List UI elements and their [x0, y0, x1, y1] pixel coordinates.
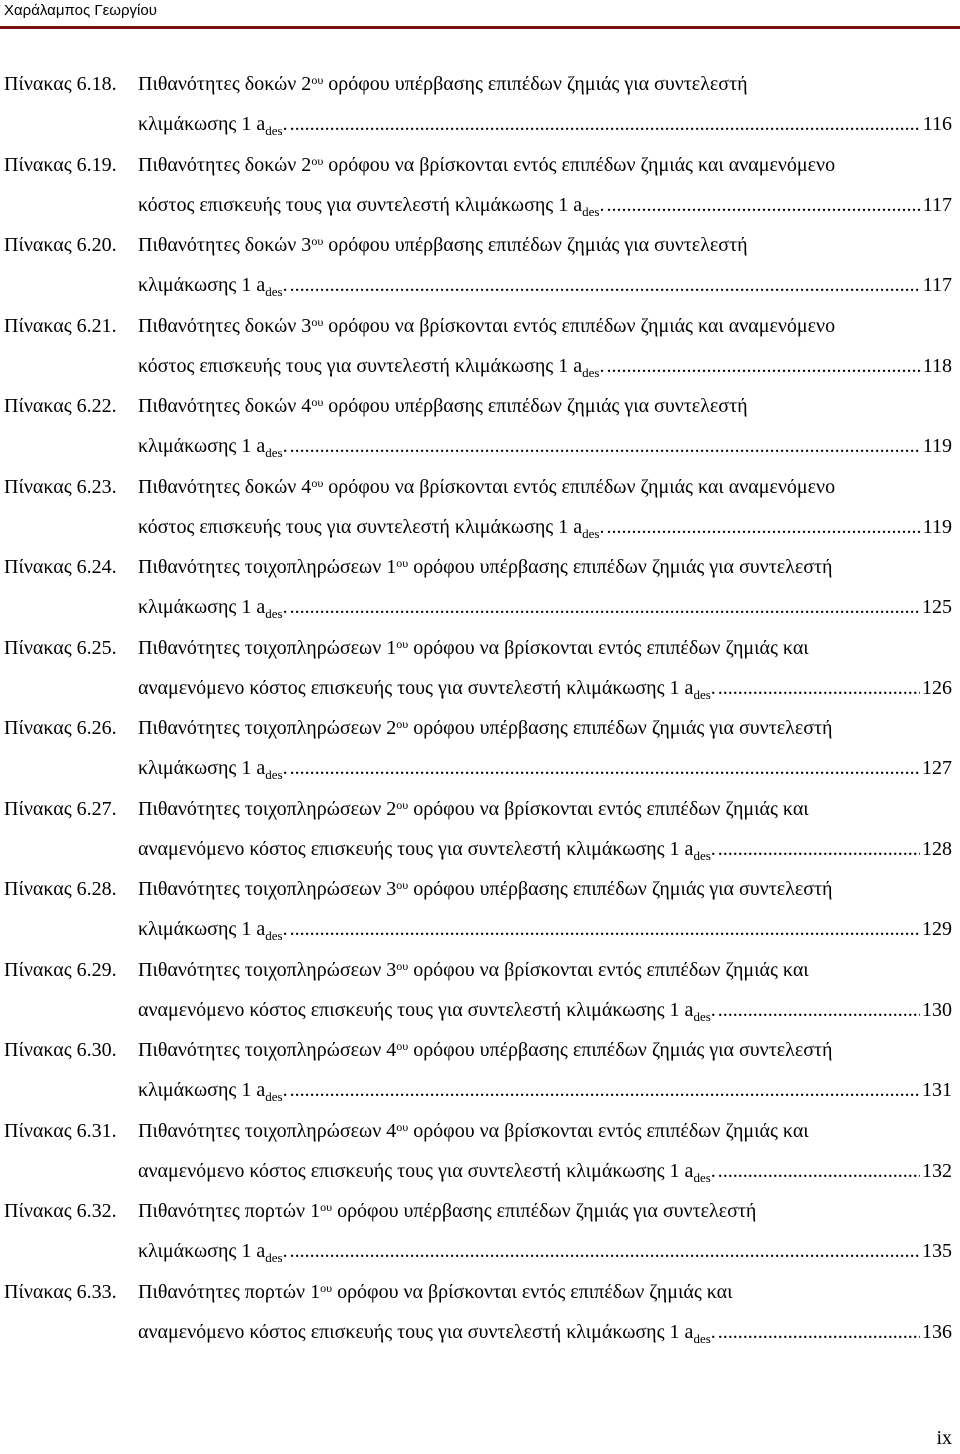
toc-entry-dot-leader	[606, 507, 920, 547]
toc-entry-page[interactable]: 119	[922, 435, 952, 457]
toc-entry-continuation	[138, 426, 288, 468]
toc-entry-first-line	[4, 386, 748, 426]
toc-entry-continuation	[138, 1231, 288, 1273]
toc-entry-11[interactable]	[0, 869, 960, 950]
toc-entry-dot-leader	[290, 1070, 920, 1110]
toc-entry-dot-leader	[290, 426, 921, 466]
toc-entry-subscript: des	[693, 686, 711, 702]
toc-entry-continuation-tail: .	[282, 113, 288, 135]
toc-entry-superscript: ου	[311, 73, 324, 87]
toc-entry-first-line	[4, 628, 809, 668]
toc-entry-continuation-text: κλιμάκωσης 1 a	[138, 113, 266, 135]
toc-entry-continuation	[138, 990, 716, 1032]
toc-entry-subscript: des	[693, 847, 711, 863]
toc-entry-second-line	[138, 990, 952, 1030]
toc-entry-title-rest: ορόφου υπέρβασης επιπέδων ζημιάς για συντελεστή	[332, 1200, 757, 1222]
toc-entry-dot-leader	[290, 587, 920, 627]
toc-entry-title-rest: ορόφου να βρίσκονται εντός επιπέδων ζημιάς και	[408, 636, 809, 659]
toc-entry-continuation-text: κλιμάκωσης 1 a	[138, 435, 266, 457]
toc-entry-subscript: des	[265, 284, 283, 299]
toc-entry-continuation	[138, 1312, 716, 1354]
toc-entry-title-rest: ορόφου να βρίσκονται εντός επιπέδων ζημιάς και αναμενόμενο	[323, 153, 836, 176]
toc-entry-second-line	[138, 1312, 952, 1352]
toc-entry-continuation-text: αναμενόμενο κόστος επισκευής τους για συντελεστή κλιμάκωσης 1 a	[138, 676, 694, 699]
header-author: Χαράλαμπος Γεωργίου	[4, 2, 157, 19]
toc-entry-second-line	[138, 265, 952, 305]
toc-entry-title-start: Πιθανότητες τοιχοπληρώσεων 1	[138, 636, 397, 659]
toc-entry-continuation	[138, 909, 288, 951]
toc-entry-label: Πίνακας 6.20.	[4, 234, 117, 256]
toc-entry-continuation-tail: .	[710, 998, 716, 1021]
toc-entry-title-rest: ορόφου να βρίσκονται εντός επιπέδων ζημιάς και	[408, 1119, 809, 1142]
toc-entry-label: Πίνακας 6.29.	[4, 958, 117, 981]
toc-entry-continuation-tail: .	[710, 676, 716, 699]
toc-entry-subscript: des	[265, 767, 283, 782]
toc-entry-title-start: Πιθανότητες πορτών 1	[138, 1280, 321, 1303]
toc-entry-label: Πίνακας 6.30.	[4, 1039, 117, 1061]
toc-entry-title-rest: ορόφου να βρίσκονται εντός επιπέδων ζημιάς και αναμενόμενο	[323, 475, 836, 498]
toc-entry-page[interactable]: 116	[922, 113, 952, 135]
toc-entry-subscript: des	[582, 525, 600, 541]
toc-entry-page[interactable]: 132	[922, 1159, 952, 1182]
toc-entry-dot-leader	[290, 909, 920, 949]
toc-entry-first-line	[4, 1272, 733, 1312]
toc-entry-7[interactable]	[0, 547, 960, 628]
toc-entry-subscript: des	[693, 1330, 711, 1346]
toc-entry-continuation	[138, 104, 288, 146]
toc-entry-title-rest: ορόφου υπέρβασης επιπέδων ζημιάς για συντελεστή	[408, 717, 833, 739]
toc-entry-continuation	[138, 265, 288, 307]
toc-entry-title-rest: ορόφου υπέρβασης επιπέδων ζημιάς για συντελεστή	[323, 395, 748, 417]
toc-entry-continuation	[138, 507, 604, 549]
toc-entry-title-rest: ορόφου υπέρβασης επιπέδων ζημιάς για συντελεστή	[323, 73, 748, 95]
toc-entry-superscript: ου	[396, 797, 409, 812]
toc-entry-subscript: des	[582, 364, 600, 380]
toc-entry-title-rest: ορόφου να βρίσκονται εντός επιπέδων ζημιάς και	[408, 958, 809, 981]
toc-entry-continuation-tail: .	[710, 1159, 716, 1182]
toc-entry-subscript: des	[693, 1008, 711, 1024]
toc-entries-list	[0, 64, 960, 1352]
toc-entry-continuation-text: αναμενόμενο κόστος επισκευής τους για συντελεστή κλιμάκωσης 1 a	[138, 837, 694, 860]
toc-entry-continuation-text: κόστος επισκευής τους για συντελεστή κλιμάκωσης 1 a	[138, 354, 583, 377]
toc-entry-dot-leader	[718, 829, 920, 869]
toc-entry-page[interactable]: 131	[922, 1079, 952, 1101]
toc-entry-continuation-tail: .	[282, 757, 288, 779]
toc-entry-continuation	[138, 829, 716, 871]
toc-entry-first-line	[4, 547, 833, 587]
toc-entry-title-rest: ορόφου να βρίσκονται εντός επιπέδων ζημιάς και	[332, 1280, 733, 1303]
toc-entry-label: Πίνακας 6.28.	[4, 878, 117, 900]
toc-entry-14[interactable]	[0, 1111, 960, 1192]
toc-entry-9[interactable]	[0, 708, 960, 789]
toc-entry-continuation-tail: .	[282, 274, 288, 296]
toc-entry-5[interactable]	[0, 386, 960, 467]
toc-entry-continuation-text: κλιμάκωσης 1 a	[138, 918, 266, 940]
toc-entry-second-line	[138, 346, 952, 386]
toc-entry-label: Πίνακας 6.27.	[4, 797, 117, 820]
toc-entry-superscript: ου	[311, 395, 324, 409]
toc-entry-2[interactable]	[0, 145, 960, 226]
toc-entry-superscript: ου	[396, 958, 409, 973]
toc-entry-superscript: ου	[396, 556, 409, 570]
toc-entry-title-start: Πιθανότητες δοκών 3	[138, 234, 312, 256]
toc-entry-page[interactable]: 128	[922, 837, 952, 860]
toc-entry-continuation-text: κλιμάκωσης 1 a	[138, 274, 266, 296]
toc-entry-dot-leader	[290, 265, 921, 305]
toc-entry-6[interactable]	[0, 467, 960, 548]
header-divider	[0, 26, 960, 29]
toc-entry-continuation-text: αναμενόμενο κόστος επισκευής τους για συντελεστή κλιμάκωσης 1 a	[138, 1159, 694, 1182]
toc-entry-second-line	[138, 1231, 952, 1271]
toc-entry-continuation-text: κλιμάκωσης 1 a	[138, 1240, 266, 1262]
toc-entry-page[interactable]: 117	[922, 274, 952, 296]
toc-entry-page[interactable]: 119	[922, 515, 952, 538]
toc-entry-1[interactable]	[0, 64, 960, 145]
toc-entry-continuation-text: κλιμάκωσης 1 a	[138, 757, 266, 779]
toc-entry-superscript: ου	[311, 314, 324, 329]
toc-entry-title-rest: ορόφου να βρίσκονται εντός επιπέδων ζημιάς και αναμενόμενο	[323, 314, 836, 337]
page-header	[0, 0, 960, 22]
toc-entry-superscript: ου	[396, 1039, 409, 1053]
toc-entry-superscript: ου	[396, 636, 409, 651]
toc-entry-label: Πίνακας 6.21.	[4, 314, 117, 337]
toc-entry-dot-leader	[290, 1231, 920, 1271]
toc-entry-continuation-text: κόστος επισκευής τους για συντελεστή κλιμάκωσης 1 a	[138, 515, 583, 538]
toc-entry-page[interactable]: 130	[922, 998, 952, 1021]
toc-entry-label: Πίνακας 6.32.	[4, 1200, 117, 1222]
toc-entry-label: Πίνακας 6.26.	[4, 717, 117, 739]
toc-entry-subscript: des	[265, 123, 283, 138]
toc-entry-8[interactable]	[0, 628, 960, 709]
toc-entry-dot-leader	[718, 668, 920, 708]
toc-entry-second-line	[138, 507, 952, 547]
toc-entry-continuation-tail: .	[282, 1079, 288, 1101]
toc-entry-page[interactable]: 135	[922, 1240, 952, 1262]
toc-entry-page[interactable]: 136	[922, 1320, 952, 1343]
toc-entry-continuation-text: κλιμάκωσης 1 a	[138, 596, 266, 618]
toc-entry-page[interactable]: 127	[922, 757, 952, 779]
toc-entry-continuation-tail: .	[710, 837, 716, 860]
toc-entry-dot-leader	[606, 346, 920, 386]
toc-entry-dot-leader	[606, 185, 920, 225]
toc-entry-second-line	[138, 909, 952, 949]
toc-entry-second-line	[138, 668, 952, 708]
toc-entry-10[interactable]	[0, 789, 960, 870]
toc-entry-label: Πίνακας 6.24.	[4, 556, 117, 578]
toc-entry-13[interactable]	[0, 1030, 960, 1111]
toc-entry-dot-leader	[290, 104, 921, 144]
table-of-contents	[0, 64, 960, 1352]
toc-entry-title-start: Πιθανότητες δοκών 4	[138, 395, 312, 417]
toc-entry-second-line	[138, 1151, 952, 1191]
toc-entry-title-start: Πιθανότητες δοκών 4	[138, 475, 312, 498]
toc-entry-continuation	[138, 185, 604, 227]
toc-entry-12[interactable]	[0, 950, 960, 1031]
toc-entry-first-line	[4, 708, 833, 748]
toc-entry-title-start: Πιθανότητες τοιχοπληρώσεων 4	[138, 1119, 397, 1142]
toc-entry-superscript: ου	[396, 878, 409, 892]
toc-entry-second-line	[138, 1070, 952, 1110]
toc-entry-title-start: Πιθανότητες τοιχοπληρώσεων 2	[138, 797, 397, 820]
toc-entry-continuation-tail: .	[282, 918, 288, 940]
toc-entry-second-line	[138, 829, 952, 869]
toc-entry-superscript: ου	[320, 1280, 333, 1295]
toc-entry-second-line	[138, 748, 952, 788]
toc-entry-subscript: des	[265, 606, 283, 621]
toc-entry-label: Πίνακας 6.33.	[4, 1280, 117, 1303]
toc-entry-subscript: des	[265, 1250, 283, 1265]
toc-entry-first-line	[4, 1030, 833, 1070]
toc-entry-continuation-tail: .	[282, 435, 288, 457]
toc-entry-first-line	[4, 145, 835, 185]
toc-entry-first-line	[4, 64, 748, 104]
toc-entry-label: Πίνακας 6.18.	[4, 73, 117, 95]
toc-entry-title-rest: ορόφου να βρίσκονται εντός επιπέδων ζημιάς και	[408, 797, 809, 820]
toc-entry-dot-leader	[718, 1312, 920, 1352]
toc-entry-label: Πίνακας 6.23.	[4, 475, 117, 498]
toc-entry-first-line	[4, 1191, 756, 1231]
toc-entry-continuation-text: κλιμάκωσης 1 a	[138, 1079, 266, 1101]
toc-entry-first-line	[4, 869, 833, 909]
toc-entry-superscript: ου	[396, 717, 409, 731]
toc-entry-title-start: Πιθανότητες τοιχοπληρώσεων 4	[138, 1039, 397, 1061]
toc-entry-4[interactable]	[0, 306, 960, 387]
toc-entry-second-line	[138, 185, 952, 225]
toc-entry-superscript: ου	[311, 234, 324, 248]
toc-entry-title-start: Πιθανότητες δοκών 3	[138, 314, 312, 337]
toc-entry-first-line	[4, 306, 835, 346]
toc-entry-title-start: Πιθανότητες δοκών 2	[138, 73, 312, 95]
toc-entry-subscript: des	[265, 928, 283, 943]
toc-entry-dot-leader	[718, 1151, 920, 1191]
toc-entry-page[interactable]: 126	[922, 676, 952, 699]
toc-entry-title-start: Πιθανότητες τοιχοπληρώσεων 3	[138, 958, 397, 981]
toc-entry-continuation-text: αναμενόμενο κόστος επισκευής τους για συντελεστή κλιμάκωσης 1 a	[138, 998, 694, 1021]
toc-entry-continuation	[138, 668, 716, 710]
toc-entry-16[interactable]	[0, 1272, 960, 1353]
toc-entry-3[interactable]	[0, 225, 960, 306]
toc-entry-continuation	[138, 587, 288, 629]
toc-entry-page[interactable]: 125	[922, 596, 952, 618]
toc-entry-continuation	[138, 1070, 288, 1112]
toc-entry-title-rest: ορόφου υπέρβασης επιπέδων ζημιάς για συντελεστή	[408, 1039, 833, 1061]
toc-entry-dot-leader	[718, 990, 920, 1030]
toc-entry-first-line	[4, 467, 835, 507]
toc-entry-label: Πίνακας 6.19.	[4, 153, 117, 176]
toc-entry-superscript: ου	[311, 475, 324, 490]
toc-entry-subscript: des	[265, 445, 283, 460]
toc-entry-first-line	[4, 789, 809, 829]
toc-entry-title-start: Πιθανότητες τοιχοπληρώσεων 2	[138, 717, 397, 739]
toc-entry-page[interactable]: 129	[922, 918, 952, 940]
toc-entry-superscript: ου	[396, 1119, 409, 1134]
toc-entry-label: Πίνακας 6.22.	[4, 395, 117, 417]
toc-entry-page[interactable]: 118	[922, 354, 952, 377]
toc-entry-continuation-tail: .	[599, 354, 605, 377]
toc-entry-continuation	[138, 1151, 716, 1193]
toc-entry-title-start: Πιθανότητες τοιχοπληρώσεων 1	[138, 556, 397, 578]
toc-entry-15[interactable]	[0, 1191, 960, 1272]
toc-entry-continuation	[138, 748, 288, 790]
toc-entry-first-line	[4, 1111, 809, 1151]
toc-entry-first-line	[4, 950, 809, 990]
toc-entry-subscript: des	[265, 1089, 283, 1104]
toc-entry-second-line	[138, 426, 952, 466]
toc-entry-label: Πίνακας 6.25.	[4, 636, 117, 659]
toc-entry-first-line	[4, 225, 748, 265]
toc-entry-title-start: Πιθανότητες πορτών 1	[138, 1200, 321, 1222]
toc-entry-continuation	[138, 346, 604, 388]
toc-entry-subscript: des	[693, 1169, 711, 1185]
toc-entry-continuation-tail: .	[710, 1320, 716, 1343]
toc-entry-dot-leader	[290, 748, 920, 788]
toc-entry-second-line	[138, 104, 952, 144]
toc-entry-title-start: Πιθανότητες τοιχοπληρώσεων 3	[138, 878, 397, 900]
toc-entry-continuation-tail: .	[599, 193, 605, 216]
toc-entry-superscript: ου	[311, 153, 324, 168]
toc-entry-continuation-tail: .	[282, 596, 288, 618]
toc-entry-title-start: Πιθανότητες δοκών 2	[138, 153, 312, 176]
toc-entry-title-rest: ορόφου υπέρβασης επιπέδων ζημιάς για συντελεστή	[408, 878, 833, 900]
toc-entry-title-rest: ορόφου υπέρβασης επιπέδων ζημιάς για συντελεστή	[408, 556, 833, 578]
toc-entry-page[interactable]: 117	[922, 193, 952, 216]
toc-entry-continuation-tail: .	[282, 1240, 288, 1262]
toc-entry-title-rest: ορόφου υπέρβασης επιπέδων ζημιάς για συντελεστή	[323, 234, 748, 256]
toc-entry-label: Πίνακας 6.31.	[4, 1119, 117, 1142]
toc-entry-continuation-text: κόστος επισκευής τους για συντελεστή κλιμάκωσης 1 a	[138, 193, 583, 216]
toc-entry-subscript: des	[582, 203, 600, 219]
toc-entry-second-line	[138, 587, 952, 627]
toc-entry-continuation-text: αναμενόμενο κόστος επισκευής τους για συντελεστή κλιμάκωσης 1 a	[138, 1320, 694, 1343]
toc-entry-continuation-tail: .	[599, 515, 605, 538]
toc-entry-superscript: ου	[320, 1200, 333, 1214]
page-number: ix	[936, 1427, 952, 1449]
